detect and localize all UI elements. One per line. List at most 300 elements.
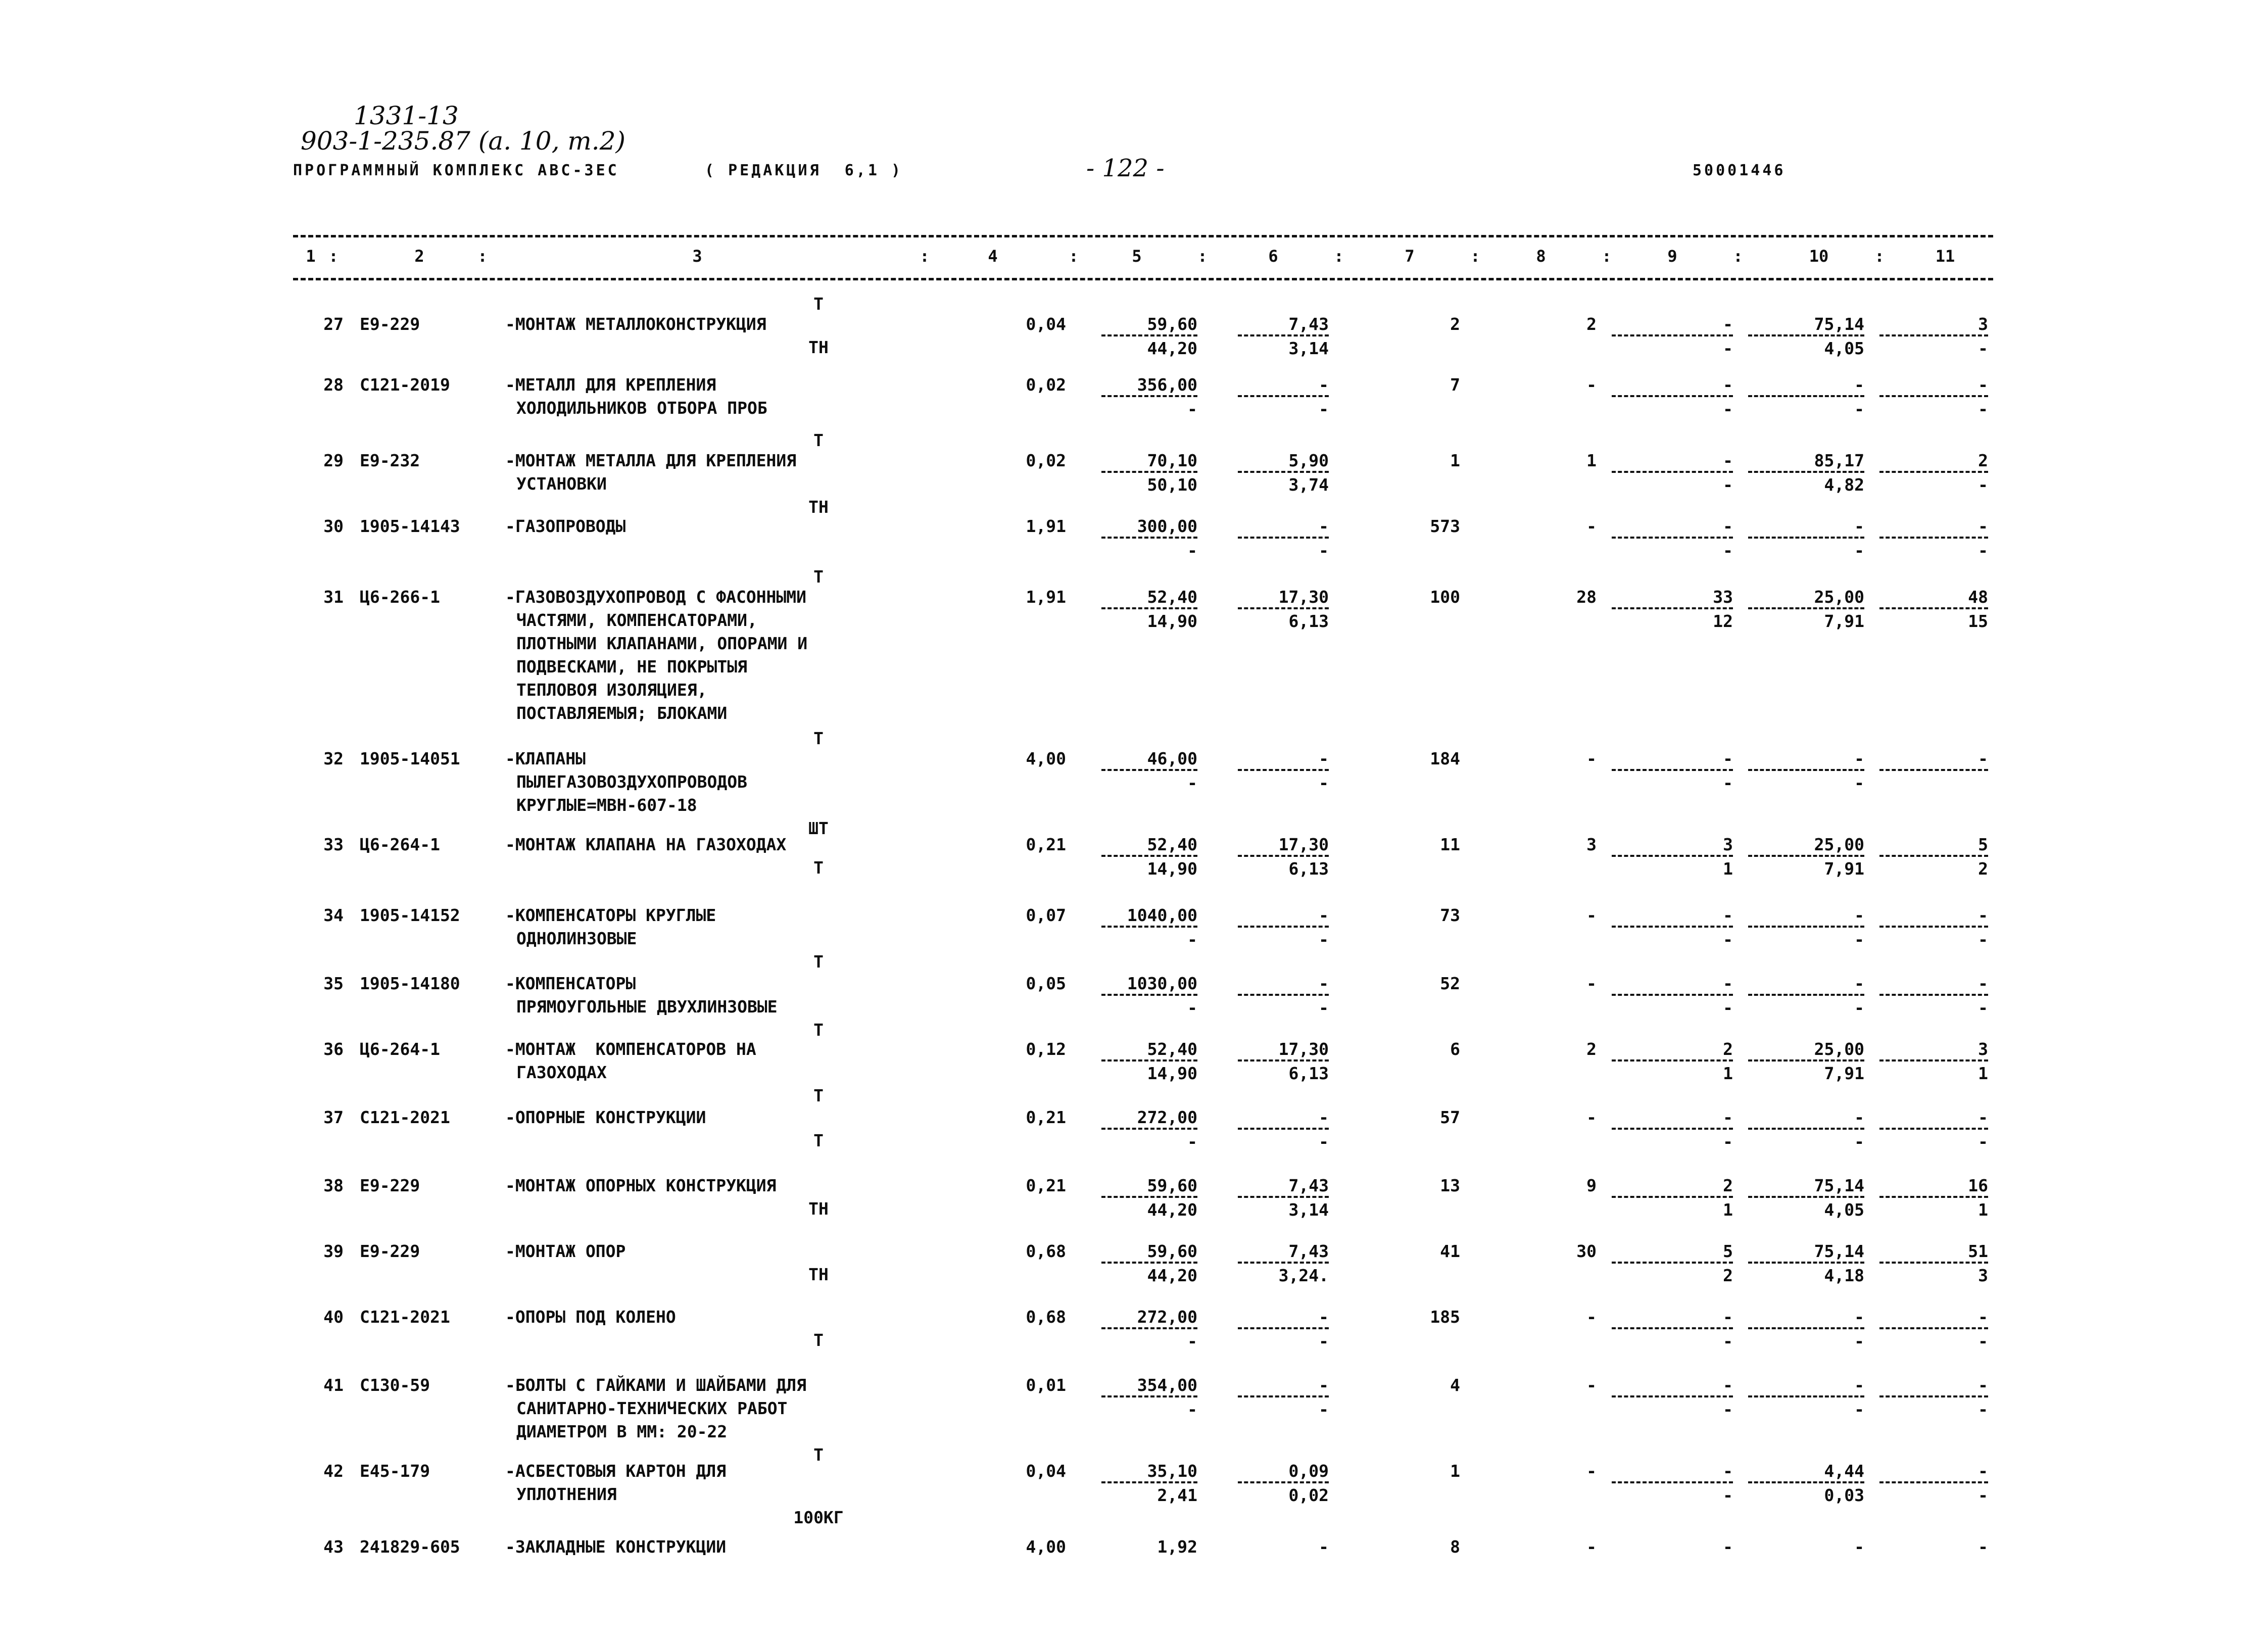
unit-label: ШТ (808, 818, 829, 838)
unit-machine-wage: 0,02 (1288, 1485, 1329, 1505)
labor-total-machine: 2 (1978, 859, 1988, 879)
machine-wage: - (1723, 930, 1733, 949)
unit-wage: 44,20 (1147, 1266, 1197, 1285)
row-number: 35 (323, 974, 344, 993)
unit-wage: - (1187, 541, 1197, 560)
unit-machine-cost: 0,09 (1288, 1461, 1329, 1481)
subtotal-rule (1101, 855, 1197, 857)
labor-unit: - (1854, 375, 1864, 395)
column-header-11: 11 (1935, 247, 1955, 266)
unit-cost: 1040,00 (1127, 905, 1197, 925)
total-cost: 185 (1430, 1307, 1460, 1327)
labor-total: - (1978, 1107, 1988, 1127)
total-cost: 4 (1450, 1375, 1460, 1395)
unit-wage: 14,90 (1147, 859, 1197, 879)
labor-total: 5 (1978, 835, 1988, 854)
total-wage: 28 (1576, 587, 1597, 607)
subtotal-rule (1748, 1128, 1864, 1130)
work-description: -ЗАКЛАДНЫЕ КОНСТРУКЦИИ (505, 1537, 727, 1557)
labor-unit-machine: - (1854, 1331, 1864, 1351)
unit-machine-wage: 6,13 (1288, 611, 1329, 631)
total-cost: 11 (1440, 835, 1460, 854)
quantity: 0,12 (1026, 1039, 1066, 1059)
subtotal-rule (1748, 537, 1864, 539)
subtotal-rule (1238, 1262, 1329, 1264)
labor-total-machine: 15 (1968, 611, 1988, 631)
subtotal-rule (1238, 1196, 1329, 1198)
labor-total-machine: - (1978, 1132, 1988, 1151)
labor-total: - (1978, 1537, 1988, 1557)
unit-label: Т (813, 294, 824, 314)
unit-label: Т (813, 1086, 824, 1105)
subtotal-rule (1879, 607, 1988, 609)
work-description: ПОДВЕСКАМИ, НЕ ПОКРЫТЫЯ (516, 657, 747, 677)
machine-wage: 1 (1723, 1200, 1733, 1220)
unit-wage: - (1187, 773, 1197, 793)
labor-unit: - (1854, 1375, 1864, 1395)
labor-total: - (1978, 749, 1988, 768)
machine-wage: - (1723, 1132, 1733, 1151)
subtotal-rule (1748, 1196, 1864, 1198)
unit-wage: - (1187, 930, 1197, 949)
total-wage: - (1586, 1375, 1597, 1395)
unit-cost: 1,92 (1157, 1537, 1197, 1557)
row-number: 27 (323, 314, 344, 334)
machine-cost: 2 (1723, 1039, 1733, 1059)
labor-total-machine: - (1978, 1485, 1988, 1505)
machine-cost: - (1723, 516, 1733, 536)
machine-cost: - (1723, 1107, 1733, 1127)
subtotal-rule (1748, 855, 1864, 857)
work-description: -ОПОРЫ ПОД КОЛЕНО (505, 1307, 676, 1327)
subtotal-rule (1748, 334, 1864, 336)
machine-cost: - (1723, 974, 1733, 993)
total-wage: - (1586, 1307, 1597, 1327)
work-description: ХОЛОДИЛЬНИКОВ ОТБОРА ПРОБ (516, 398, 767, 418)
labor-unit-machine: 4,82 (1824, 475, 1864, 495)
labor-total: - (1978, 905, 1988, 925)
labor-total: 51 (1968, 1241, 1988, 1261)
unit-label: Т (813, 1330, 824, 1350)
subtotal-rule (1101, 1481, 1197, 1483)
work-description: -КЛАПАНЫ (505, 749, 586, 768)
quantity: 0,68 (1026, 1241, 1066, 1261)
subtotal-rule (1238, 607, 1329, 609)
labor-unit-machine: 4,18 (1824, 1266, 1864, 1285)
unit-label: Т (813, 729, 824, 748)
unit-machine-cost: - (1319, 749, 1329, 768)
machine-wage: - (1723, 1485, 1733, 1505)
subtotal-rule (1879, 1128, 1988, 1130)
unit-machine-wage: 6,13 (1288, 859, 1329, 879)
labor-unit: - (1854, 749, 1864, 768)
machine-wage: - (1723, 475, 1733, 495)
subtotal-rule (1748, 926, 1864, 928)
row-number: 41 (323, 1375, 344, 1395)
subtotal-rule (1101, 607, 1197, 609)
subtotal-rule (1879, 537, 1988, 539)
rate-code: Е9-229 (360, 1176, 420, 1195)
labor-unit: 25,00 (1814, 1039, 1864, 1059)
unit-cost: 52,40 (1147, 587, 1197, 607)
subtotal-rule (1879, 1262, 1988, 1264)
unit-label: Т (813, 1445, 824, 1465)
total-cost: 41 (1440, 1241, 1460, 1261)
unit-wage: - (1187, 1399, 1197, 1419)
subtotal-rule (1612, 607, 1733, 609)
handwritten-annotation-1: 1331-13 (354, 101, 459, 130)
subtotal-rule (1879, 334, 1988, 336)
labor-unit: - (1854, 1307, 1864, 1327)
labor-unit-machine: - (1854, 399, 1864, 419)
labor-total: 3 (1978, 314, 1988, 334)
subtotal-rule (1101, 926, 1197, 928)
subtotal-rule (1879, 471, 1988, 473)
subtotal-rule (1879, 769, 1988, 771)
column-separator: : (1470, 247, 1480, 266)
labor-unit: 25,00 (1814, 587, 1864, 607)
labor-unit: - (1854, 974, 1864, 993)
row-number: 36 (323, 1039, 344, 1059)
labor-total: - (1978, 516, 1988, 536)
machine-cost: - (1723, 1461, 1733, 1481)
unit-wage: 44,20 (1147, 1200, 1197, 1220)
rate-code: Е9-232 (360, 451, 420, 470)
labor-unit: - (1854, 1537, 1864, 1557)
row-number: 38 (323, 1176, 344, 1195)
machine-cost: - (1723, 1307, 1733, 1327)
unit-machine-wage: - (1319, 998, 1329, 1018)
subtotal-rule (1612, 769, 1733, 771)
subtotal-rule (1101, 334, 1197, 336)
quantity: 4,00 (1026, 1537, 1066, 1557)
unit-machine-wage: 3,24. (1278, 1266, 1329, 1285)
row-number: 32 (323, 749, 344, 768)
work-description: -ОПОРНЫЕ КОНСТРУКЦИИ (505, 1107, 706, 1127)
machine-wage: 1 (1723, 1064, 1733, 1083)
unit-wage: 50,10 (1147, 475, 1197, 495)
subtotal-rule (1238, 926, 1329, 928)
total-cost: 52 (1440, 974, 1460, 993)
column-header-4: 4 (988, 247, 998, 266)
column-separator: : (1197, 247, 1208, 266)
rate-code: С130-59 (360, 1375, 430, 1395)
column-header-1: 1 (306, 247, 316, 266)
machine-cost: - (1723, 1537, 1733, 1557)
unit-machine-cost: - (1319, 905, 1329, 925)
subtotal-rule (1879, 1327, 1988, 1329)
subtotal-rule (1612, 1128, 1733, 1130)
unit-label: Т (813, 952, 824, 972)
labor-unit-machine: - (1854, 541, 1864, 560)
unit-label: Т (813, 858, 824, 878)
row-number: 30 (323, 516, 344, 536)
total-wage: - (1586, 516, 1597, 536)
total-wage: 3 (1586, 835, 1597, 854)
total-wage: - (1586, 749, 1597, 768)
rate-code: 1905-14152 (360, 905, 460, 925)
machine-wage: - (1723, 773, 1733, 793)
total-wage: - (1586, 375, 1597, 395)
quantity: 1,91 (1026, 587, 1066, 607)
labor-unit: - (1854, 905, 1864, 925)
quantity: 0,05 (1026, 974, 1066, 993)
column-header-3: 3 (692, 247, 702, 266)
machine-cost: - (1723, 314, 1733, 334)
unit-machine-wage: 3,74 (1288, 475, 1329, 495)
unit-cost: 46,00 (1147, 749, 1197, 768)
unit-label: 100КГ (793, 1508, 844, 1527)
subtotal-rule (1238, 1128, 1329, 1130)
labor-unit: 75,14 (1814, 1176, 1864, 1195)
labor-total-machine: - (1978, 339, 1988, 358)
subtotal-rule (1101, 1395, 1197, 1397)
labor-unit-machine: 4,05 (1824, 339, 1864, 358)
unit-wage: - (1187, 1331, 1197, 1351)
unit-machine-wage: 6,13 (1288, 1064, 1329, 1083)
rate-code: Ц6-264-1 (360, 835, 440, 854)
subtotal-rule (1101, 769, 1197, 771)
unit-machine-cost: 17,30 (1278, 1039, 1329, 1059)
work-description: ОДНОЛИНЗОВЫЕ (516, 929, 637, 948)
unit-machine-cost: - (1319, 1307, 1329, 1327)
total-cost: 1 (1450, 1461, 1460, 1481)
column-header-9: 9 (1667, 247, 1677, 266)
subtotal-rule (1238, 395, 1329, 397)
labor-total-machine: - (1978, 998, 1988, 1018)
subtotal-rule (1101, 1327, 1197, 1329)
labor-unit-machine: 7,91 (1824, 1064, 1864, 1083)
machine-wage: - (1723, 541, 1733, 560)
subtotal-rule (1612, 1327, 1733, 1329)
machine-cost: 2 (1723, 1176, 1733, 1195)
work-description: ГАЗОХОДАХ (516, 1063, 607, 1082)
work-description: -КОМПЕНСАТОРЫ (505, 974, 636, 993)
rate-code: Е9-229 (360, 314, 420, 334)
unit-machine-cost: 17,30 (1278, 587, 1329, 607)
row-number: 39 (323, 1241, 344, 1261)
labor-total: - (1978, 1375, 1988, 1395)
subtotal-rule (1612, 537, 1733, 539)
total-wage: 2 (1586, 1039, 1597, 1059)
quantity: 0,07 (1026, 905, 1066, 925)
work-description: -МОНТАЖ КЛАПАНА НА ГАЗОХОДАХ (505, 835, 787, 854)
unit-cost: 52,40 (1147, 835, 1197, 854)
work-description: -АСБЕСТОВЫЯ КАРТОН ДЛЯ (505, 1461, 727, 1481)
labor-unit: 4,44 (1824, 1461, 1864, 1481)
work-description: УСТАНОВКИ (516, 474, 607, 494)
total-wage: - (1586, 1107, 1597, 1127)
work-description: -БОЛТЫ С ГАЙКАМИ И ШАЙБАМИ ДЛЯ (505, 1375, 807, 1395)
unit-machine-cost: 7,43 (1288, 1176, 1329, 1195)
unit-machine-cost: - (1319, 375, 1329, 395)
subtotal-rule (1101, 1262, 1197, 1264)
labor-unit-machine: - (1854, 1132, 1864, 1151)
rate-code: Е45-179 (360, 1461, 430, 1481)
unit-cost: 354,00 (1137, 1375, 1197, 1395)
row-number: 40 (323, 1307, 344, 1327)
unit-cost: 272,00 (1137, 1107, 1197, 1127)
subtotal-rule (1748, 1395, 1864, 1397)
labor-total: - (1978, 375, 1988, 395)
labor-total: - (1978, 1307, 1988, 1327)
total-wage: - (1586, 905, 1597, 925)
header-rule-bottom (293, 278, 1993, 280)
total-cost: 573 (1430, 516, 1460, 536)
unit-cost: 272,00 (1137, 1307, 1197, 1327)
subtotal-rule (1612, 1196, 1733, 1198)
work-description: ЧАСТЯМИ, КОМПЕНСАТОРАМИ, (516, 610, 757, 630)
total-cost: 1 (1450, 451, 1460, 470)
work-description: ПЫЛЕГАЗОВОЗДУХОПРОВОДОВ (516, 772, 747, 792)
labor-total-machine: 3 (1978, 1266, 1988, 1285)
rate-code: 1905-14180 (360, 974, 460, 993)
machine-cost: 33 (1713, 587, 1733, 607)
unit-cost: 59,60 (1147, 1176, 1197, 1195)
unit-cost: 52,40 (1147, 1039, 1197, 1059)
quantity: 1,91 (1026, 516, 1066, 536)
column-separator: : (1874, 247, 1885, 266)
labor-unit-machine: 0,03 (1824, 1485, 1864, 1505)
labor-unit-machine: 7,91 (1824, 611, 1864, 631)
subtotal-rule (1748, 1059, 1864, 1061)
rate-code: С121-2021 (360, 1307, 450, 1327)
machine-cost: - (1723, 1375, 1733, 1395)
work-description: -МОНТАЖ ОПОР (505, 1241, 626, 1261)
total-wage: 2 (1586, 314, 1597, 334)
total-wage: 1 (1586, 451, 1597, 470)
work-description: -ГАЗОПРОВОДЫ (505, 516, 626, 536)
work-description: ТЕПЛОВОЯ ИЗОЛЯЦИЕЯ, (516, 680, 707, 700)
labor-total: 2 (1978, 451, 1988, 470)
unit-cost: 70,10 (1147, 451, 1197, 470)
unit-label: ТН (808, 1265, 829, 1284)
work-description: -МОНТАЖ МЕТАЛЛА ДЛЯ КРЕПЛЕНИЯ (505, 451, 797, 470)
unit-machine-wage: - (1319, 541, 1329, 560)
subtotal-rule (1879, 1481, 1988, 1483)
subtotal-rule (1879, 855, 1988, 857)
machine-cost: 5 (1723, 1241, 1733, 1261)
rate-code: Ц6-264-1 (360, 1039, 440, 1059)
column-header-10: 10 (1809, 247, 1829, 266)
column-separator: : (1069, 247, 1079, 266)
labor-total-machine: - (1978, 475, 1988, 495)
row-number: 34 (323, 905, 344, 925)
row-number: 28 (323, 375, 344, 395)
unit-cost: 59,60 (1147, 1241, 1197, 1261)
machine-wage: 12 (1713, 611, 1733, 631)
unit-machine-cost: - (1319, 1537, 1329, 1557)
row-number: 29 (323, 451, 344, 470)
labor-total-machine: - (1978, 541, 1988, 560)
rate-code: Ц6-266-1 (360, 587, 440, 607)
labor-total-machine: - (1978, 1331, 1988, 1351)
subtotal-rule (1101, 1059, 1197, 1061)
unit-machine-cost: - (1319, 1375, 1329, 1395)
work-description: КРУГЛЫЕ=МВН-607-18 (516, 795, 697, 815)
column-header-8: 8 (1536, 247, 1546, 266)
labor-total: 3 (1978, 1039, 1988, 1059)
unit-machine-cost: 7,43 (1288, 1241, 1329, 1261)
machine-wage: 1 (1723, 859, 1733, 879)
rate-code: 241829-605 (360, 1537, 460, 1557)
labor-total-machine: - (1978, 1399, 1988, 1419)
labor-unit: 85,17 (1814, 451, 1864, 470)
column-header-2: 2 (414, 247, 424, 266)
labor-total-machine: 1 (1978, 1064, 1988, 1083)
total-cost: 8 (1450, 1537, 1460, 1557)
subtotal-rule (1879, 1395, 1988, 1397)
machine-wage: - (1723, 998, 1733, 1018)
edition-label: ( РЕДАКЦИЯ 6,1 ) (705, 162, 903, 179)
subtotal-rule (1101, 395, 1197, 397)
labor-total: - (1978, 1461, 1988, 1481)
labor-unit-machine: - (1854, 930, 1864, 949)
total-wage: - (1586, 1461, 1597, 1481)
unit-label: ТН (808, 497, 829, 517)
unit-machine-cost: - (1319, 516, 1329, 536)
quantity: 0,01 (1026, 1375, 1066, 1395)
labor-unit-machine: - (1854, 998, 1864, 1018)
column-separator: : (1334, 247, 1344, 266)
quantity: 4,00 (1026, 749, 1066, 768)
work-description: -МОНТАЖ КОМПЕНСАТОРОВ НА (505, 1039, 756, 1059)
column-separator: : (1602, 247, 1612, 266)
row-number: 42 (323, 1461, 344, 1481)
work-description: САНИТАРНО-ТЕХНИЧЕСКИХ РАБОТ (516, 1398, 788, 1418)
unit-machine-wage: 3,14 (1288, 1200, 1329, 1220)
labor-unit-machine: 7,91 (1824, 859, 1864, 879)
subtotal-rule (1612, 1262, 1733, 1264)
unit-wage: 44,20 (1147, 339, 1197, 358)
labor-total-machine: - (1978, 399, 1988, 419)
subtotal-rule (1101, 1128, 1197, 1130)
subtotal-rule (1612, 1395, 1733, 1397)
quantity: 0,04 (1026, 314, 1066, 334)
unit-wage: 14,90 (1147, 611, 1197, 631)
column-separator: : (920, 247, 930, 266)
unit-label: Т (813, 567, 824, 587)
unit-machine-wage: - (1319, 399, 1329, 419)
labor-unit: - (1854, 516, 1864, 536)
subtotal-rule (1612, 855, 1733, 857)
subtotal-rule (1748, 471, 1864, 473)
total-cost: 7 (1450, 375, 1460, 395)
quantity: 0,21 (1026, 835, 1066, 854)
labor-unit-machine: 4,05 (1824, 1200, 1864, 1220)
unit-machine-cost: 5,90 (1288, 451, 1329, 470)
total-cost: 13 (1440, 1176, 1460, 1195)
subtotal-rule (1612, 994, 1733, 996)
row-number: 43 (323, 1537, 344, 1557)
labor-total: - (1978, 974, 1988, 993)
subtotal-rule (1748, 1481, 1864, 1483)
unit-machine-wage: - (1319, 773, 1329, 793)
column-separator: : (477, 247, 488, 266)
total-cost: 6 (1450, 1039, 1460, 1059)
subtotal-rule (1612, 1059, 1733, 1061)
subtotal-rule (1101, 994, 1197, 996)
document-code: 50001446 (1693, 162, 1786, 179)
subtotal-rule (1879, 994, 1988, 996)
machine-cost: 3 (1723, 835, 1733, 854)
page-number: - 122 - (1086, 154, 1165, 182)
work-description: -МЕТАЛЛ ДЛЯ КРЕПЛЕНИЯ (505, 375, 716, 395)
unit-wage: - (1187, 399, 1197, 419)
rate-code: 1905-14143 (360, 516, 460, 536)
subtotal-rule (1238, 537, 1329, 539)
subtotal-rule (1879, 395, 1988, 397)
